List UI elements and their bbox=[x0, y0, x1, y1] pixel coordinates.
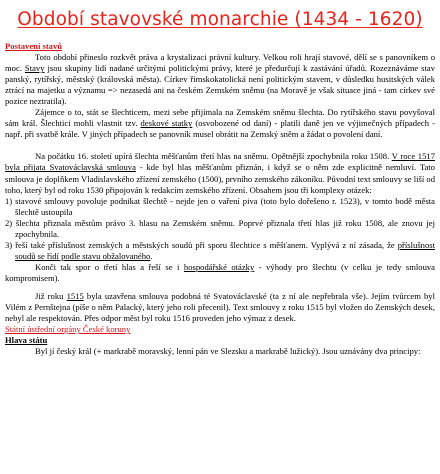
text-run: byla uzavřena smlouva podobná té Svatováclavské (ta z ní ale nepřebrala vše). Jejím tvůrcem byl Vilém z Pernštejna (píše o něm Palacký, který jeho roli přecenil). Text smlouvy z roku 1515 byl vložen do Zemských desek, nebyl ale respektován. Přes odpor měst byl roku 1516 proveden jeho výmaz z desek. bbox=[5, 290, 435, 324]
text-run: Na počátku 16. století upírá šlechta měšťanům třetí hlas na sněmu. Opětnější zpochybnila roku 1508. bbox=[35, 151, 392, 162]
underlined-term-deskove-statky: deskové statky bbox=[140, 118, 193, 129]
point-2: 2) šlechta přiznala městům právo 3. hlasu na Zemském sněmu. Poprvé přiznala třetí hlas již roku 1508, ale znovu jej zpochybnila. bbox=[5, 217, 435, 239]
section-heading-ustredni-organy: Státní ústřední orgány České koruny bbox=[5, 324, 131, 335]
subheading-hlava-statu: Hlava státu bbox=[5, 335, 48, 346]
point-1: 1) stavové smlouvy povoluje podnikat šlechtě - nejde jen o vaření piva (toto bylo dořešeno r. 1523), v tomto bodě města šlechtě ustoupila bbox=[5, 195, 435, 217]
underlined-hospodarske-otazky: hospodářské otázky bbox=[183, 261, 255, 272]
text-run: (osvobozené od daní) - platili daně jen ve výjimečných případech - např. při svatbě krále. V jiných případech se panovník musel obrátit na Zemský sněm a žádat o povolení daní. bbox=[5, 118, 435, 140]
paragraph-gap bbox=[5, 140, 435, 151]
page-title: Období stavovské monarchie (1434 - 1620) bbox=[17, 9, 423, 30]
underlined-term-stavy: Stavy bbox=[24, 63, 45, 74]
text-run: jsou skupiny lidí nadané určitými politickými právy, které je předurčují k zastávání úřadů. Rozeznáváme stav panský, rytířský, městský (královská města). Církev římskokatolická není politickým stavem, v důsledku husitských válek ztrácí na majetku a významu => nezasedá ani na českém Zemském sněmu (na Moravě je však situace jiná - tam církev své pozice neztratila). bbox=[5, 63, 436, 107]
section-heading-postaveni-stavu: Postavení stavů bbox=[5, 41, 63, 51]
paragraph-4 bbox=[5, 262, 435, 284]
paragraph-2 bbox=[5, 107, 435, 140]
points-list bbox=[5, 196, 435, 262]
text-run: Konči tak spor o třetí hlas a řeší se i bbox=[35, 261, 184, 272]
text-run: Toto období přineslo rozkvět práva a krystalizaci právní kultury. Velkou roli hrají stavové, dělí se s panovníkem o moc. bbox=[5, 52, 435, 74]
text-run: - kde byl hlas měšťanům přiznán, i když se o něm zde explicitně nemluví. Tato smlouva je doplňkem Vladislavského zřízení zemského (1500), prvního zemského zákoníku. Původní text smlouvy se liší od toho, který byl od roku 1530 připojován k redakcím zemského zřízení. Obsahem jsou tři komplexy otázek: bbox=[5, 162, 435, 195]
text-run: Zájemce o to, stát se šlechticem, mezi sebe přijímala na Zemském sněmu šlechta. Do rytířského stavu povyšoval sám král. Šlechtici mohli vlastnit tzv. bbox=[5, 107, 435, 129]
paragraph-3 bbox=[5, 151, 435, 195]
paragraph-gap bbox=[5, 284, 435, 291]
paragraph-1 bbox=[5, 52, 435, 107]
text-run: 3) řeší také příslušnost zemských a městských soudů při sporu šlechtice s měšťanem. Vyplývá z ní zásada, že bbox=[5, 239, 398, 250]
document-body bbox=[5, 41, 435, 357]
paragraph-5 bbox=[5, 291, 435, 324]
underlined-year-1515: 1515 bbox=[66, 290, 84, 301]
underlined-prislusnost-soudu: příslušnost soudů se řídí podle stavu obžalovaného bbox=[15, 239, 435, 261]
text-run: . bbox=[150, 250, 153, 261]
text-run: Již roku bbox=[35, 290, 67, 301]
text-run: - výhody pro šlechtu (v celku je tedy smlouva kompromisem). bbox=[5, 261, 435, 283]
paragraph-6: Byl jí český král (+ markrabě moravský, lenní pán ve Slezsku a markrabě lužický). Jsou uznávány dva principy: bbox=[35, 346, 421, 357]
point-3 bbox=[5, 240, 435, 262]
underlined-svatovaclavska-smlouva: V roce 1517 byla přijata Svatováclavská smlouva bbox=[5, 151, 435, 173]
